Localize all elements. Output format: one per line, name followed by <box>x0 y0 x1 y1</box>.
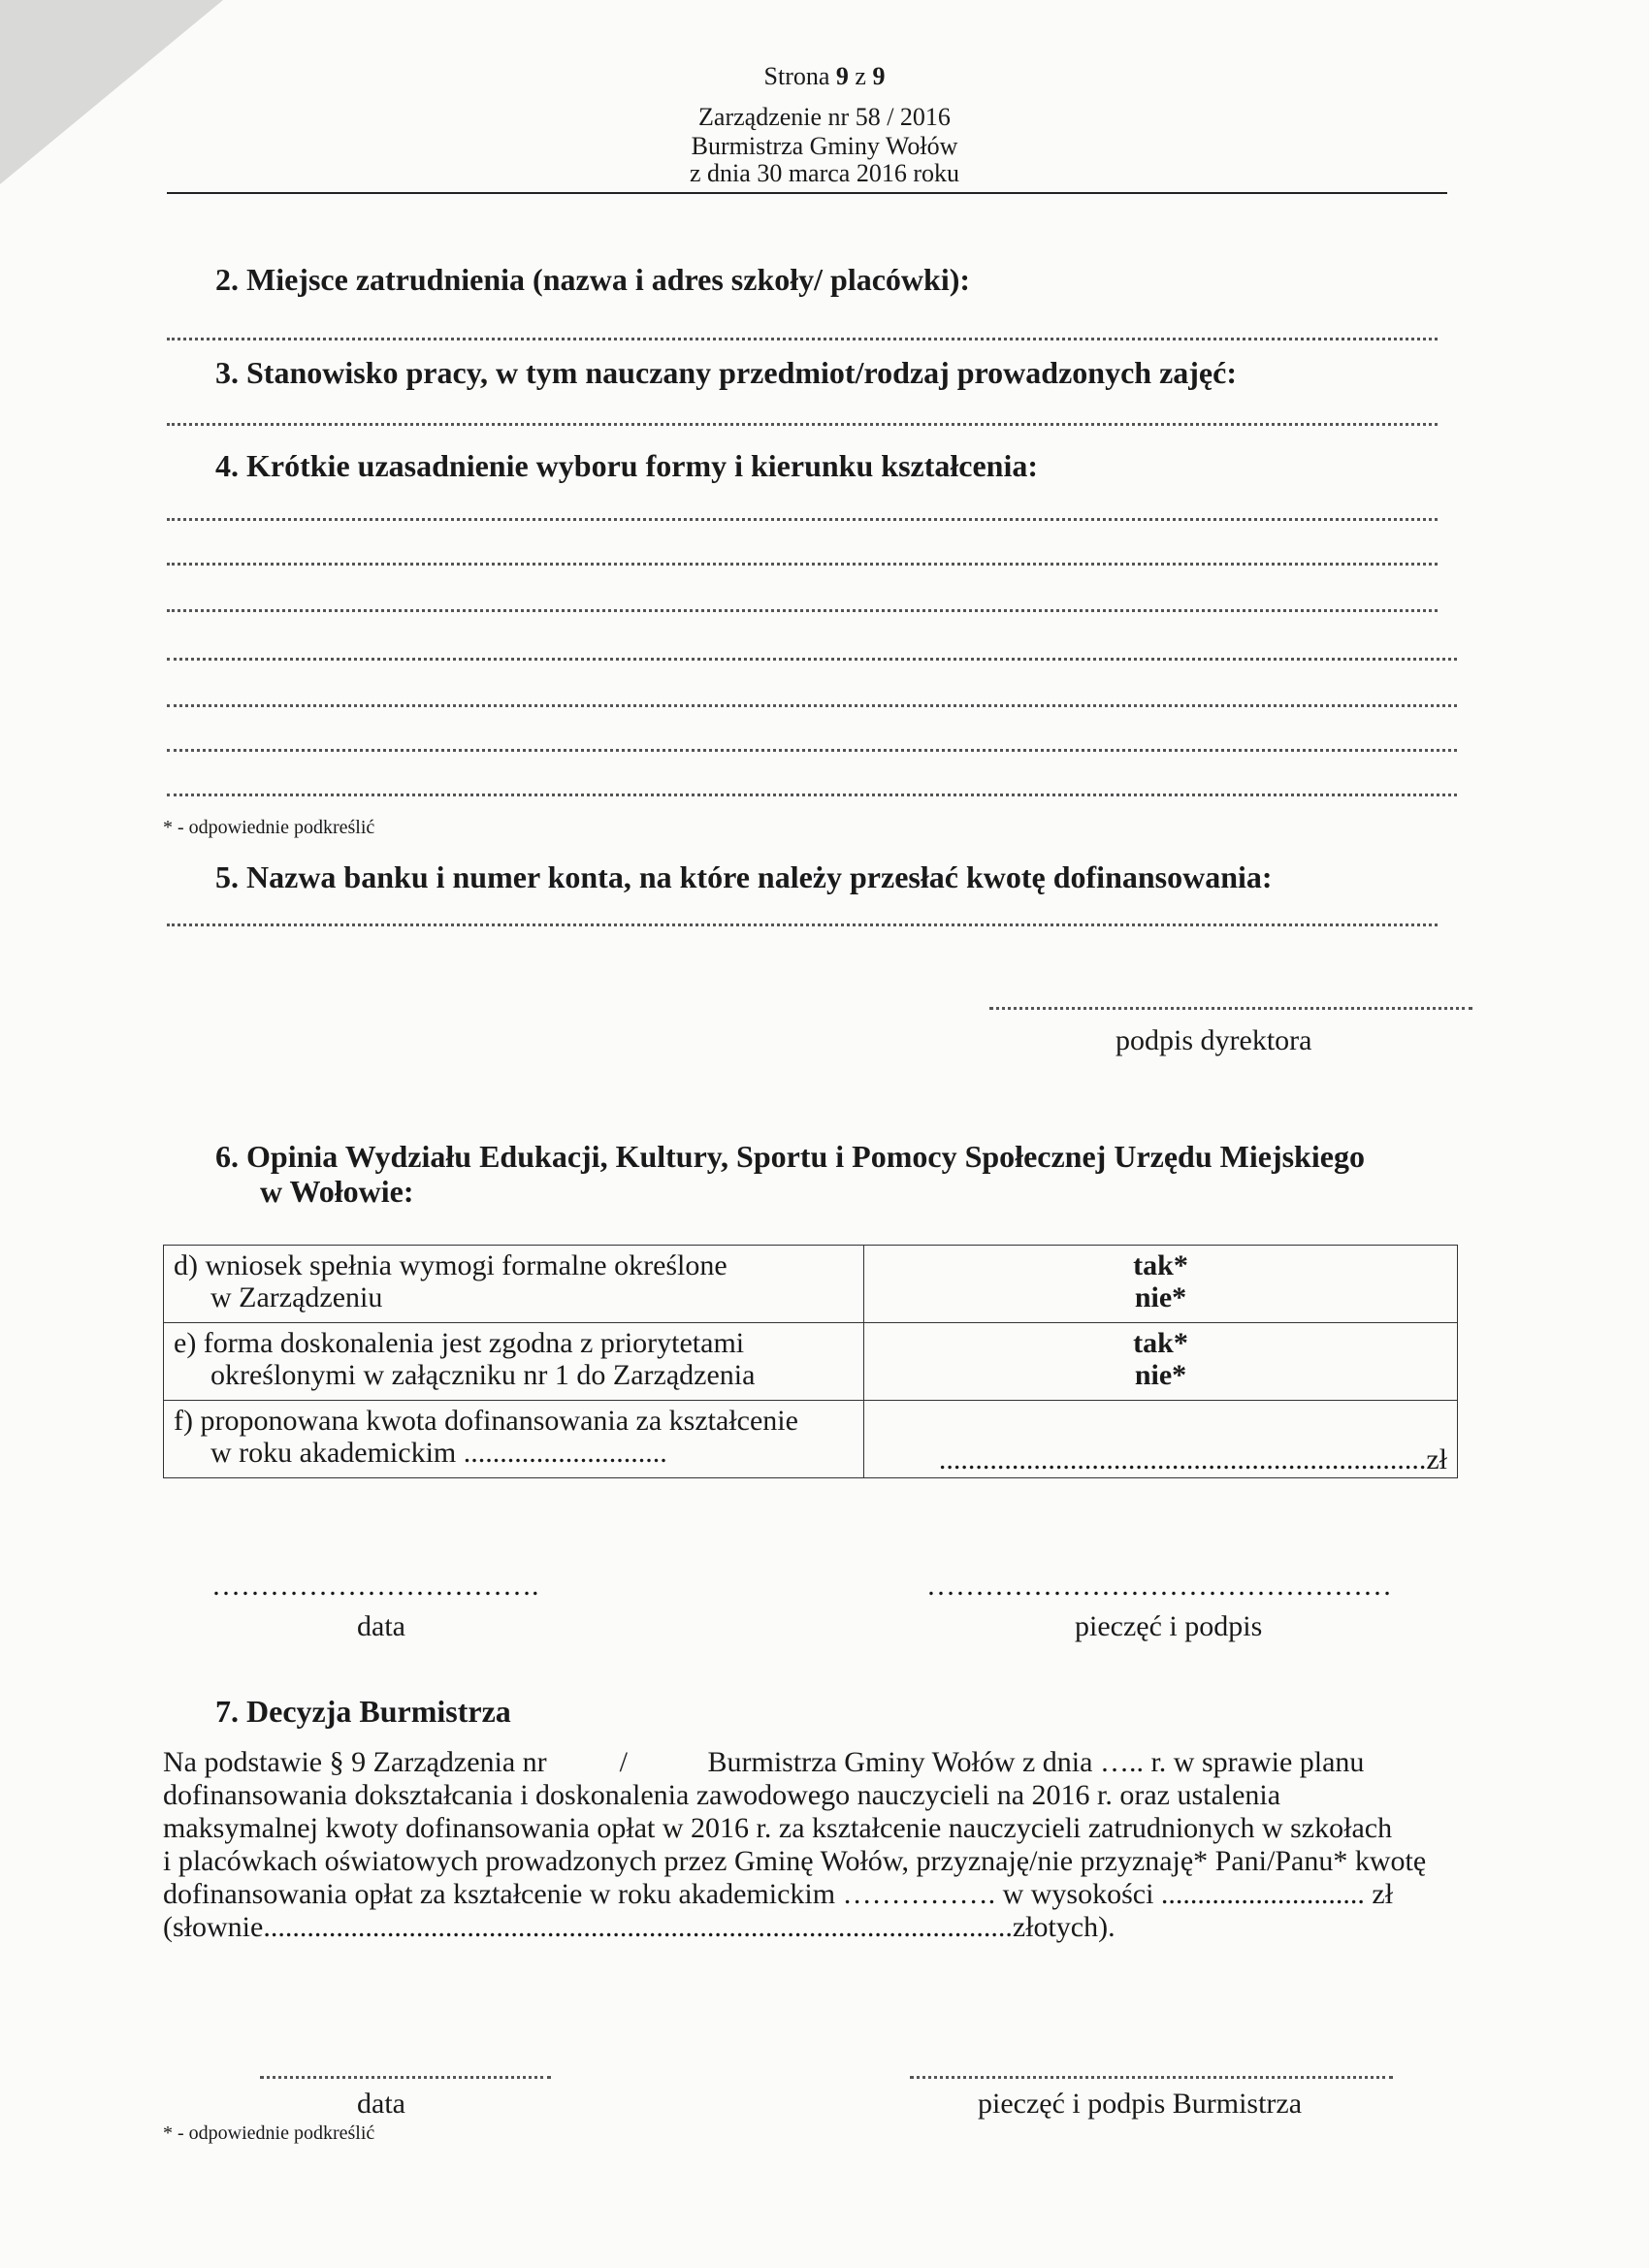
section-3-title: 3. Stanowisko pracy, w tym nauczany przedmiot/rodzaj prowadzonych zajęć: <box>215 355 1237 390</box>
decision-line-5: dofinansowania opłat za kształcenie w roku akademickim ……………. w wysokości ............................ zł <box>163 1878 1394 1910</box>
header-rule <box>167 192 1447 194</box>
section-4-dotted-line-7 <box>167 794 1457 796</box>
stamp-label-1: pieczęć i podpis <box>1075 1610 1263 1642</box>
page-of: z <box>855 62 866 90</box>
header-line1: Zarządzenie nr 58 / 2016 <box>698 103 951 131</box>
opinion-row-e <box>164 1323 1458 1401</box>
page-total: 9 <box>872 62 886 90</box>
decision-line-4: i placówkach oświatowych prowadzonych przez Gminę Wołów, przyznaję/nie przyznaję* Pani/Panu* kwotę <box>163 1845 1427 1877</box>
section-4-dotted-line-2 <box>167 563 1438 566</box>
decision-paragraph <box>163 1746 1472 1944</box>
section-4-title: 4. Krótkie uzasadnienie wyboru formy i kierunku kształcenia: <box>215 448 1039 483</box>
decision-line-3: maksymalnej kwoty dofinansowania opłat w 2016 r. za kształcenie nauczycieli zatrudnionych w szkołach <box>163 1812 1393 1844</box>
row-d-label-2: w Zarządzeniu <box>210 1281 383 1313</box>
date-label-1: data <box>357 1610 405 1642</box>
section-3-dotted-line <box>167 423 1438 426</box>
director-signature-label: podpis dyrektora <box>1116 1024 1312 1056</box>
opinion-row-d <box>164 1246 1458 1323</box>
header-line2: Burmistrza Gminy Wołów <box>691 132 958 160</box>
decision-line-6: (słownie.......................................................................................................złotych). <box>163 1911 1116 1943</box>
row-f-label-1: f) proponowana kwota dofinansowania za kształcenie <box>174 1405 798 1437</box>
mayor-signature-line <box>910 2076 1393 2079</box>
row-e-label-2: określonymi w załączniku nr 1 do Zarządzenia <box>210 1359 756 1391</box>
section-6-title-line2: w Wołowie: <box>260 1174 414 1209</box>
section-5-dotted-line <box>167 923 1438 926</box>
row-e-option-yes[interactable]: tak* <box>1133 1327 1188 1359</box>
section-4-dotted-line-1 <box>167 518 1438 521</box>
section-4-dotted-line-4 <box>167 658 1457 661</box>
section-6-title-line1: 6. Opinia Wydziału Edukacji, Kultury, Sportu i Pomocy Społecznej Urzędu Miejskiego <box>215 1139 1365 1174</box>
date-dots-1: ……………………………. <box>211 1570 539 1602</box>
stamp-dots-1: ………………………………………… <box>926 1570 1392 1602</box>
row-e-label-1: e) forma doskonalenia jest zgodna z priorytetami <box>174 1327 745 1359</box>
decision-line-2: dofinansowania dokształcania i doskonalenia zawodowego nauczycieli na 2016 r. oraz ustalenia <box>163 1779 1281 1811</box>
page-number <box>0 62 1649 91</box>
row-d-option-no[interactable]: nie* <box>1134 1281 1187 1313</box>
opinion-row-f <box>164 1401 1458 1478</box>
section-7-title: 7. Decyzja Burmistrza <box>215 1694 511 1729</box>
decision-line-1: Na podstawie § 9 Zarządzenia nr / Burmistrza Gminy Wołów z dnia ….. r. w sprawie planu <box>163 1746 1365 1778</box>
page-num: 9 <box>835 62 849 90</box>
row-f-label-2: w roku akademickim ............................ <box>210 1437 667 1469</box>
director-signature-line <box>989 1007 1472 1010</box>
row-d-option-yes[interactable]: tak* <box>1133 1249 1188 1281</box>
footnote-2: * - odpowiednie podkreślić <box>163 2122 375 2144</box>
row-f-amount-field[interactable]: ...................................................................zł <box>938 1443 1447 1475</box>
header-line3: z dnia 30 marca 2016 roku <box>690 159 959 187</box>
date-label-2: data <box>357 2088 405 2120</box>
row-e-option-no[interactable]: nie* <box>1134 1359 1187 1391</box>
opinion-table <box>163 1245 1458 1478</box>
mayor-signature-label: pieczęć i podpis Burmistrza <box>978 2088 1303 2120</box>
row-d-label-1: d) wniosek spełnia wymogi formalne określone <box>174 1249 728 1281</box>
section-2-dotted-line <box>167 338 1438 340</box>
footnote-1: * - odpowiednie podkreślić <box>163 817 375 838</box>
date-line-2 <box>260 2076 551 2079</box>
page-prefix: Strona <box>763 62 830 90</box>
section-4-dotted-line-6 <box>167 749 1457 752</box>
section-4-dotted-line-3 <box>167 609 1438 612</box>
section-4-dotted-line-5 <box>167 704 1457 707</box>
section-2-title: 2. Miejsce zatrudnienia (nazwa i adres szkoły/ placówki): <box>215 262 971 297</box>
section-5-title: 5. Nazwa banku i numer konta, na które należy przesłać kwotę dofinansowania: <box>215 859 1273 894</box>
